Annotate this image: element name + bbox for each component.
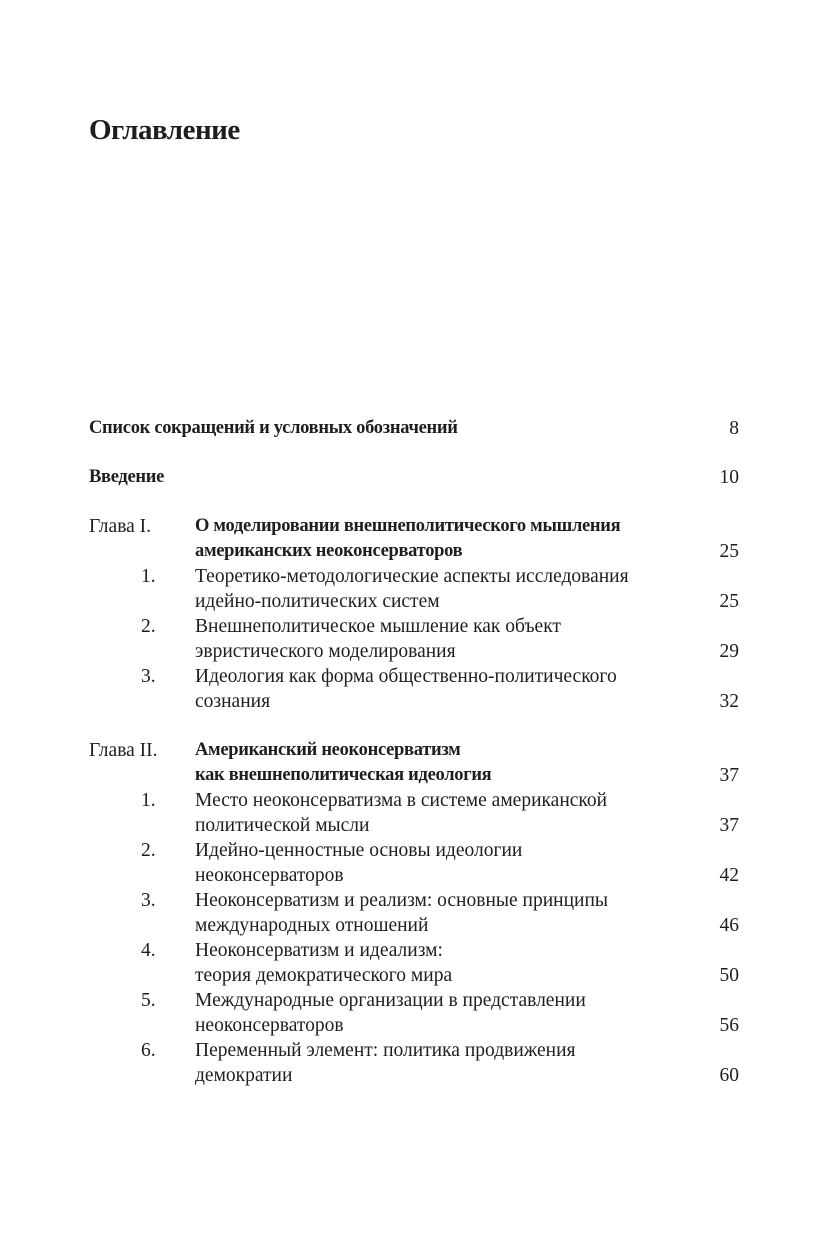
section-title-line: Неоконсерватизм и идеализм: — [195, 940, 443, 961]
section-number: 4. — [141, 940, 156, 961]
chapter-label: Глава II. — [89, 740, 158, 761]
toc-section[interactable] — [89, 888, 739, 913]
section-title-line: сознания — [195, 691, 271, 712]
section-title-line: идейно-политических систем — [195, 591, 440, 612]
section-title-line: Переменный элемент: политика продвижения — [195, 1040, 576, 1061]
section-title-line: теория демократического мира — [195, 965, 453, 986]
section-number: 1. — [141, 566, 156, 587]
table-of-contents — [89, 416, 739, 1088]
toc-section-cont[interactable] — [89, 963, 739, 988]
toc-chapter-1 — [89, 514, 739, 714]
toc-section-cont[interactable] — [89, 639, 739, 664]
page-title: Оглавление — [89, 114, 240, 146]
section-number: 1. — [141, 790, 156, 811]
chapter-title-line: как внешнеполитическая идеология — [195, 765, 492, 785]
toc-page-number: 8 — [729, 418, 739, 439]
toc-section[interactable] — [89, 664, 739, 689]
toc-chapter-2 — [89, 738, 739, 1088]
chapter-title-line: американских неоконсерваторов — [195, 541, 463, 561]
toc-page-number: 37 — [719, 765, 739, 786]
section-title-line: международных отношений — [195, 915, 429, 936]
toc-entry-title: Список сокращений и условных обозначений — [89, 418, 458, 438]
toc-page-number: 37 — [719, 815, 739, 836]
section-title-line: демократии — [195, 1065, 293, 1086]
toc-page-number: 25 — [719, 591, 739, 612]
section-title-line: неоконсерваторов — [195, 1015, 344, 1036]
toc-section[interactable] — [89, 938, 739, 963]
section-number: 2. — [141, 840, 156, 861]
section-title-line: Идейно-ценностные основы идеологии — [195, 840, 523, 861]
toc-page-number: 25 — [719, 541, 739, 562]
section-title-line: Теоретико-методологические аспекты исследования — [195, 566, 629, 587]
toc-section[interactable] — [89, 988, 739, 1013]
toc-page-number: 10 — [719, 467, 739, 488]
toc-section-cont[interactable] — [89, 589, 739, 614]
toc-entry-introduction[interactable] — [89, 465, 739, 490]
toc-section[interactable] — [89, 614, 739, 639]
toc-entry-title: Введение — [89, 467, 164, 487]
toc-section-cont[interactable] — [89, 1013, 739, 1038]
toc-page-number: 32 — [719, 691, 739, 712]
toc-page-number: 50 — [719, 965, 739, 986]
section-title-line: неоконсерваторов — [195, 865, 344, 886]
toc-section-cont[interactable] — [89, 1063, 739, 1088]
toc-section[interactable] — [89, 838, 739, 863]
toc-entry-abbreviations[interactable] — [89, 416, 739, 441]
section-title-line: эвристического моделирования — [195, 641, 456, 662]
chapter-heading-cont[interactable] — [89, 763, 739, 788]
toc-section-cont[interactable] — [89, 689, 739, 714]
toc-page-number: 42 — [719, 865, 739, 886]
toc-section-cont[interactable] — [89, 813, 739, 838]
chapter-heading[interactable] — [89, 738, 739, 763]
section-title-line: политической мысли — [195, 815, 370, 836]
toc-page-number: 46 — [719, 915, 739, 936]
toc-section[interactable] — [89, 788, 739, 813]
section-number: 3. — [141, 666, 156, 687]
toc-page-number: 56 — [719, 1015, 739, 1036]
toc-section[interactable] — [89, 1038, 739, 1063]
section-title-line: Международные организации в представлении — [195, 990, 586, 1011]
section-title-line: Внешнеполитическое мышление как объект — [195, 616, 561, 637]
chapter-heading-cont[interactable] — [89, 539, 739, 564]
chapter-label: Глава I. — [89, 516, 152, 537]
toc-section-cont[interactable] — [89, 913, 739, 938]
section-number: 2. — [141, 616, 156, 637]
toc-section[interactable] — [89, 564, 739, 589]
section-number: 6. — [141, 1040, 156, 1061]
toc-page-number: 60 — [719, 1065, 739, 1086]
section-number: 5. — [141, 990, 156, 1011]
chapter-title-line: О моделировании внешнеполитического мышления — [195, 516, 621, 536]
toc-page-number: 29 — [719, 641, 739, 662]
chapter-title-line: Американский неоконсерватизм — [195, 740, 461, 760]
section-title-line: Неоконсерватизм и реализм: основные принципы — [195, 890, 608, 911]
section-title-line: Идеология как форма общественно-политического — [195, 666, 617, 687]
section-number: 3. — [141, 890, 156, 911]
toc-section-cont[interactable] — [89, 863, 739, 888]
chapter-heading[interactable] — [89, 514, 739, 539]
section-title-line: Место неоконсерватизма в системе американской — [195, 790, 608, 811]
